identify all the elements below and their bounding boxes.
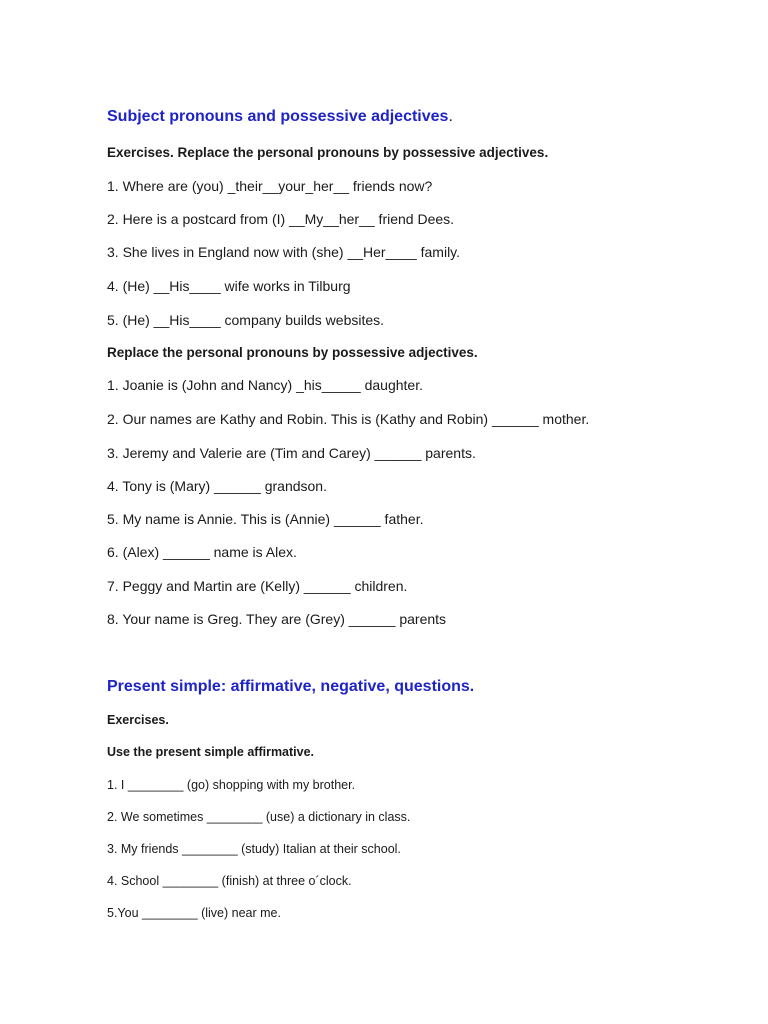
- section-title-present-simple: Present simple: affirmative, negative, questions.: [107, 678, 475, 695]
- exercise-item: 3. My friends ________ (study) Italian at their school.: [107, 842, 401, 856]
- exercises-label: Exercises.: [107, 713, 169, 727]
- exercise-item: 1. Where are (you) _their__your_her__ friends now?: [107, 178, 433, 194]
- exercise-item: 5. (He) __His____ company builds websites.: [107, 312, 385, 328]
- exercise-item: 1. I ________ (go) shopping with my brother.: [107, 778, 356, 792]
- exercise-instruction: Use the present simple affirmative.: [107, 745, 315, 759]
- exercise-item: 5.You ________ (live) near me.: [107, 906, 281, 920]
- exercise-item: 4. School ________ (finish) at three o´clock.: [107, 874, 352, 888]
- exercise-item: 4. (He) __His____ wife works in Tilburg: [107, 278, 351, 294]
- exercise-item: 2. We sometimes ________ (use) a dictionary in class.: [107, 810, 411, 824]
- exercise-item: 6. (Alex) ______ name is Alex.: [107, 544, 297, 560]
- exercise-item: 8. Your name is Greg. They are (Grey) ______ parents: [107, 611, 447, 627]
- exercise-item: 5. My name is Annie. This is (Annie) ______ father.: [107, 511, 424, 527]
- section-title-pronouns: Subject pronouns and possessive adjectives.: [107, 108, 453, 125]
- exercise-item: 3. She lives in England now with (she) __Her____ family.: [107, 244, 461, 260]
- exercise-item: 4. Tony is (Mary) ______ grandson.: [107, 478, 327, 494]
- exercise-item: 3. Jeremy and Valerie are (Tim and Carey) ______ parents.: [107, 445, 476, 461]
- exercise-item: 1. Joanie is (John and Nancy) _his_____ daughter.: [107, 377, 423, 393]
- exercise-item: 7. Peggy and Martin are (Kelly) ______ children.: [107, 578, 408, 594]
- section-title-period: .: [448, 108, 453, 125]
- exercise-heading: Replace the personal pronouns by possessive adjectives.: [107, 345, 478, 360]
- exercise-item: 2. Here is a postcard from (I) __My__her__ friend Dees.: [107, 211, 455, 227]
- exercise-item: 2. Our names are Kathy and Robin. This is (Kathy and Robin) ______ mother.: [107, 411, 590, 427]
- exercise-heading: Exercises. Replace the personal pronouns by possessive adjectives.: [107, 145, 549, 160]
